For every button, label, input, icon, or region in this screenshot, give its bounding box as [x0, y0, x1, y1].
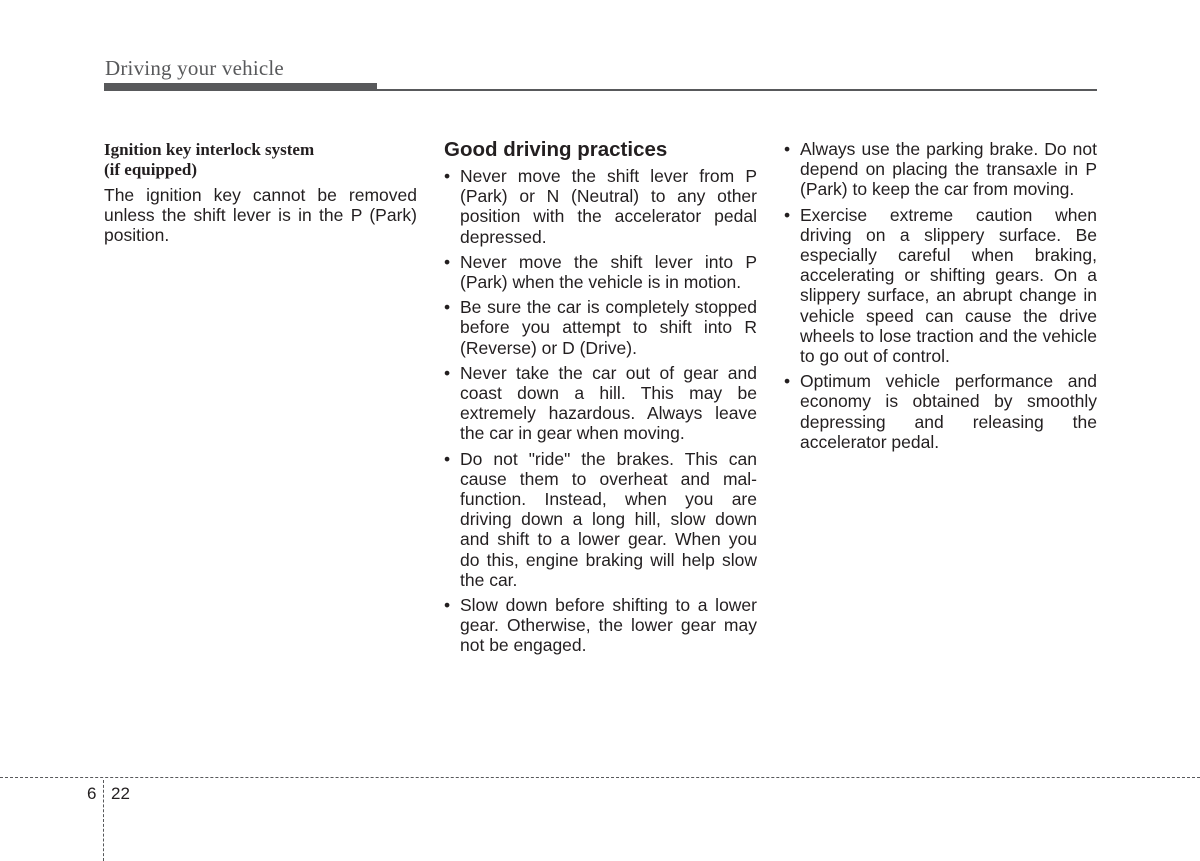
list-item-text: Never move the shift lever from P (Park) or N (Neutral) to any other position with the accelerator pedal depressed. [460, 166, 757, 247]
section-title: Driving your vehicle [105, 56, 284, 80]
column-middle [444, 138, 757, 661]
chapter-number: 6 [87, 784, 97, 803]
list-item-text: Always use the parking brake. Do not depend on placing the transaxle in P (Park) to keep the car from moving. [800, 139, 1097, 200]
interlock-paragraph: The ignition key cannot be removed unless the shift lever is in the P (Park) position. [104, 185, 417, 246]
list-item-text: Do not "ride" the brakes. This can cause them to overheat and mal-function. Instead, when you are driving down a long hill, slow down and shift to a lower gear. When you do this, engine braking will help slow the car. [460, 448, 757, 590]
bullet-icon: • [784, 371, 791, 392]
bullet-icon: • [444, 166, 451, 186]
subsection-heading-line1: Ignition key interlock system [104, 140, 315, 159]
list-item [444, 449, 757, 590]
list-item-text: Optimum vehicle performance and economy is obtained by smoothly depressing and releasing the accelerator pedal. [800, 371, 1097, 452]
column-right [784, 138, 1097, 457]
list-item [444, 297, 757, 358]
list-item-text: Never move the shift lever into P (Park) when the vehicle is in motion. [460, 251, 757, 293]
header-rule [104, 89, 1097, 91]
practices-list-continued [784, 139, 1097, 452]
bullet-icon: • [784, 139, 791, 159]
practices-list [444, 166, 757, 656]
list-item-text: Slow down before shifting to a lower gear. Otherwise, the lower gear may not be engaged. [460, 595, 757, 656]
list-item-text: Be sure the car is completely stopped before you attempt to shift into R (Reverse) or D (Drive). [460, 297, 757, 358]
list-item [784, 139, 1097, 200]
list-item [444, 595, 757, 656]
list-item [444, 252, 757, 292]
list-item-text: Never take the car out of gear and coast down a hill. This may be extremely hazardous. Always leave the car in gear when moving. [460, 362, 757, 444]
bullet-icon: • [444, 362, 451, 383]
footer-rule [0, 777, 1200, 778]
list-item [444, 166, 757, 247]
list-item [784, 371, 1097, 452]
column-left [104, 138, 417, 246]
bullet-icon: • [444, 251, 451, 272]
list-item [784, 205, 1097, 367]
subsection-heading-line2: (if equipped) [104, 160, 198, 179]
list-item-text: Exercise extreme caution when driving on a slippery surface. Be especially careful when braking, accelerating or shifting gears. On a slippery surface, an abrupt change in vehicle speed can cause the drive wheels to lose traction and the vehicle to go out of control. [800, 204, 1097, 367]
bullet-icon: • [444, 595, 451, 616]
bullet-icon: • [444, 297, 451, 318]
footer-divider [103, 780, 104, 861]
page-number: 22 [111, 784, 130, 803]
section-heading: Good driving practices [444, 138, 668, 161]
bullet-icon: • [444, 448, 451, 469]
subsection-heading [104, 140, 417, 180]
bullet-icon: • [784, 204, 791, 225]
list-item [444, 363, 757, 444]
